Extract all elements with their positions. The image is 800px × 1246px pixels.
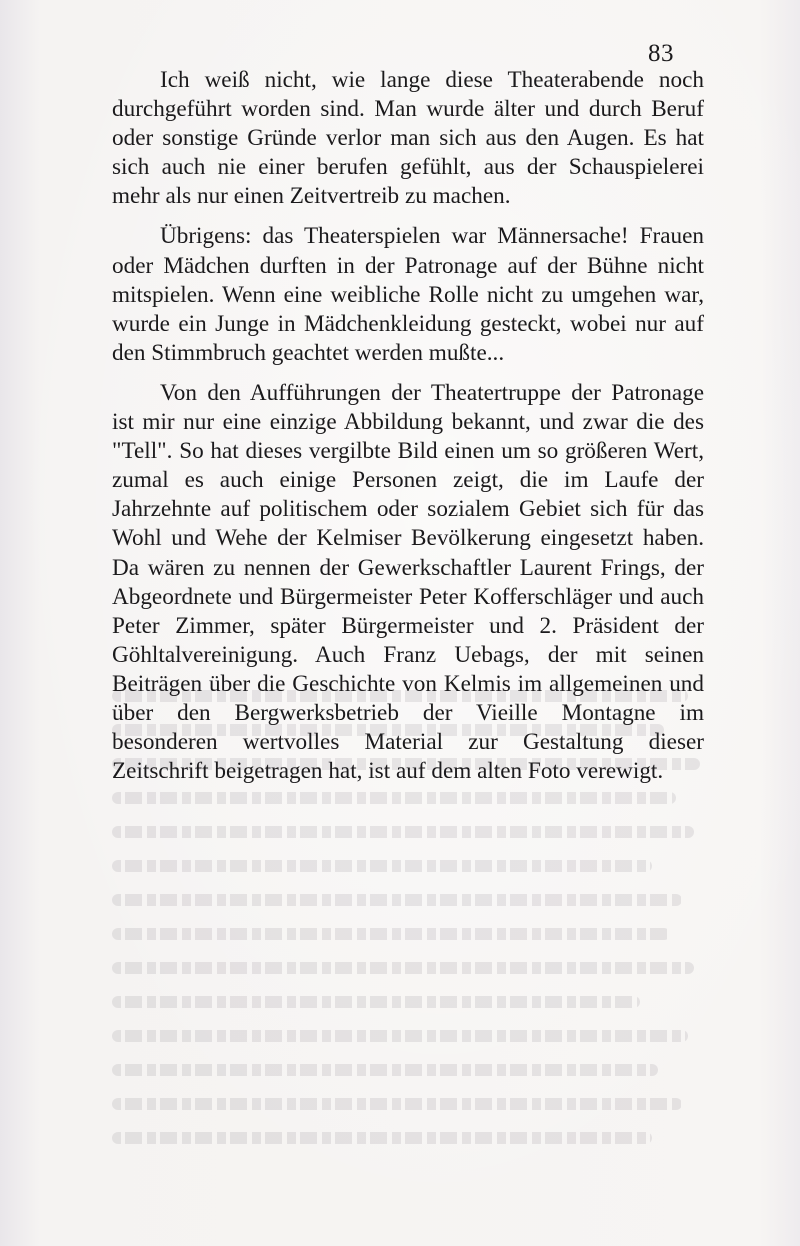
ghost-line [112,996,640,1008]
ghost-line [112,1030,688,1042]
ghost-line [112,962,694,974]
page-number: 83 [648,40,674,67]
ghost-line [112,826,694,838]
ghost-line [112,1098,682,1110]
ghost-line [112,1132,652,1144]
ghost-line [112,860,652,872]
paragraph: Ich weiß nicht, wie lange diese Theaterabende noch durchgeführt worden sind. Man wurde älter und durch Beruf oder sonstige Gründe verlor man sich aus den Augen. Es hat sich auch nie einer berufen gefühlt, aus der Schauspielerei mehr als nur einen Zeitvertreib zu machen. [112,67,704,210]
body-text [112,66,704,797]
paragraph: Von den Aufführungen der Theatertruppe der Patronage ist mir nur eine einzige Abbildung bekannt, und zwar die des "Tell". So hat dieses vergilbte Bild einen um so größeren Wert, zumal es auch einige Personen zeigt, die im Laufe der Jahrzehnte auf politischem oder sozialem Gebiet sich für das Wohl und Wehe der Kelmiser Bevölkerung eingesetzt haben. Da wären zu nennen der Gewerkschaftler Laurent Frings, der Abgeordnete und Bürgermeister Peter Kofferschläger und auch Peter Zimmer, später Bürgermeister und 2. Präsident der Göhltalvereinigung. Auch Franz Uebags, der mit seinen Beiträgen über die Geschichte von Kelmis im allgemeinen und über den Bergwerksbetrieb der Vieille Montagne im besonderen wertvolles Material zur Gestaltung dieser Zeitschrift beigetragen hat, ist auf dem alten Foto verewigt. [112,379,704,785]
paragraph: Übrigens: das Theaterspielen war Männersache! Frauen oder Mädchen durften in der Patronage auf der Bühne nicht mitspielen. Wenn eine weibliche Rolle nicht zu umgehen war, wurde ein Junge in Mädchenkleidung gesteckt, wobei nur auf den Stimmbruch geachtet werden mußte... [112,223,704,366]
ghost-line [112,928,670,940]
ghost-line [112,1064,658,1076]
ghost-line [112,894,682,906]
